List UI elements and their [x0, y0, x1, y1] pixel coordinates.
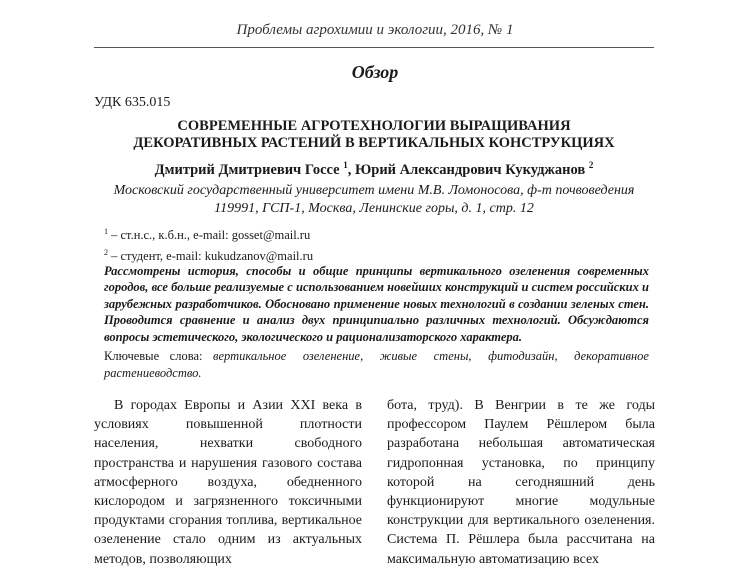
- author-name: Юрий Александрович Кукуджанов: [354, 161, 586, 178]
- footnote: [104, 223, 313, 244]
- footnote-mark: 2: [104, 248, 108, 258]
- affiliation: [94, 182, 654, 218]
- keywords-label: Ключевые слова:: [104, 349, 203, 363]
- article-title: [94, 118, 654, 152]
- title-line-2: ДЕКОРАТИВНЫХ РАСТЕНИЙ В ВЕРТИКАЛЬНЫХ КОНСТРУКЦИЯХ: [133, 135, 615, 151]
- author-name: Дмитрий Дмитриевич Госсе: [154, 161, 340, 178]
- abstract: Рассмотрены история, способы и общие принципы вертикального озеленения современных городов, все больше реализуемые с использованием новейших конструкций и систем российских и зарубежных разработчиков. Обосновано применение новых технологий в создании зеленых стен. Проводится сравнение и анализ двух принципиально различных технологий. Обсуждаются вопросы эстетического, экологического и рационализаторского характера.: [104, 264, 649, 344]
- section-heading: Обзор: [351, 62, 399, 82]
- body-paragraph: бота, труд). В Венгрии в те же годы профессором Паулем Рёшлером была разработана небольшая автоматическая гидропонная установка, по принципу которой на сегодняшний день функционируют многие модульные конструкции для вертикального озеленения. Система П. Рёшлера была рассчитана на максимальную автоматизацию всех: [387, 398, 655, 567]
- author-footnotes: [104, 223, 313, 265]
- keywords-values: вертикальное озеленение, живые стены, фитодизайн, декоративное растениеводство.: [104, 349, 649, 380]
- author-separator: ,: [347, 161, 355, 178]
- footnote-text: – студент, e-mail: kukudzanov@mail.ru: [108, 249, 314, 264]
- author-footnote-mark: 2: [588, 160, 594, 170]
- body-column-left: [94, 396, 362, 569]
- affiliation-line: Московский государственный университет имени М.В. Ломоносова, ф-т почвоведения: [113, 183, 635, 198]
- footnote-text: – ст.н.с., к.б.н., e-mail: gosset@mail.ru: [108, 228, 311, 243]
- running-head: Проблемы агрохимии и экологии, 2016, № 1: [236, 22, 514, 38]
- author-list: [94, 160, 654, 179]
- title-line-1: СОВРЕМЕННЫЕ АГРОТЕХНОЛОГИИ ВЫРАЩИВАНИЯ: [177, 118, 571, 134]
- body-column-right: [387, 396, 655, 569]
- affiliation-address: 119991, ГСП-1, Москва, Ленинские горы, д. 1, стр. 12: [214, 201, 534, 216]
- author-footnote-mark: 1: [343, 160, 348, 170]
- body-paragraph: В городах Европы и Азии XXI века в условиях повышенной плотности населения, нехватки свободного пространства и нарушения газового состава атмосферного воздуха, обедненного кислородом и загрязненного токсичными продуктами сгорания топлива, вертикальное озеленение стало одним из актуальных методов, позволяющих: [94, 398, 362, 567]
- udc-code: УДК 635.015: [94, 95, 171, 110]
- keywords: [104, 348, 649, 382]
- footnote-mark: 1: [104, 227, 108, 236]
- header-divider: [94, 47, 654, 48]
